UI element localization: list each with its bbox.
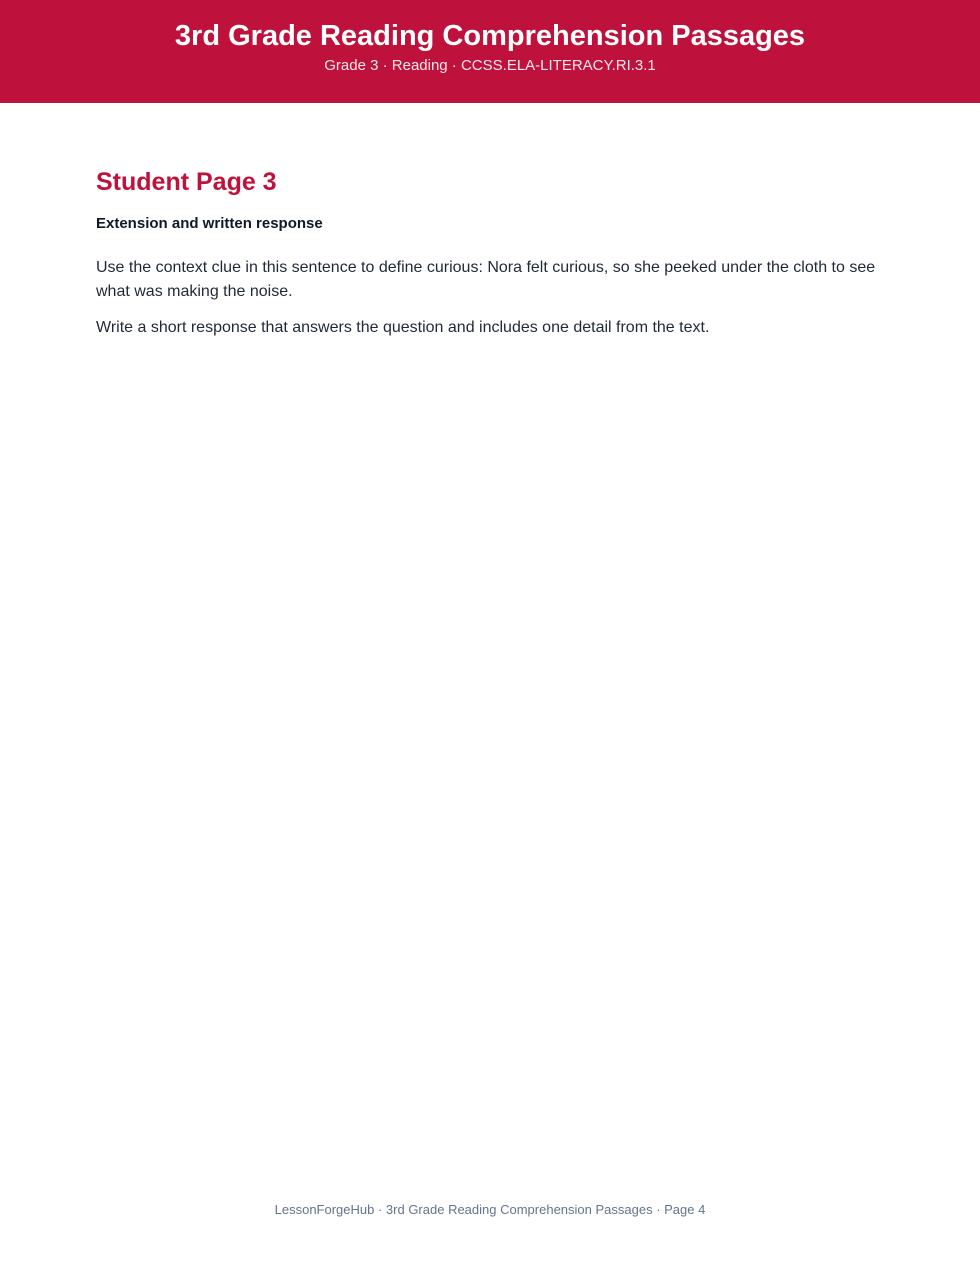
instruction-paragraph: Write a short response that answers the question and includes one detail from the text. bbox=[96, 319, 710, 336]
document-title: 3rd Grade Reading Comprehension Passages bbox=[174, 20, 806, 52]
page-title: Student Page 3 bbox=[96, 168, 277, 196]
page-footer: LessonForgeHub · 3rd Grade Reading Comprehension Passages · Page 4 bbox=[274, 1202, 706, 1217]
prompt-paragraph: Use the context clue in this sentence to define curious: Nora felt curious, so she peeked under the cloth to see what was making the noise. bbox=[96, 259, 876, 300]
section-title: Extension and written response bbox=[96, 215, 323, 232]
page-content bbox=[96, 166, 886, 340]
document-header bbox=[0, 0, 980, 103]
document-subtitle: Grade 3 · Reading · CCSS.ELA-LITERACY.RI.3.1 bbox=[324, 57, 656, 74]
